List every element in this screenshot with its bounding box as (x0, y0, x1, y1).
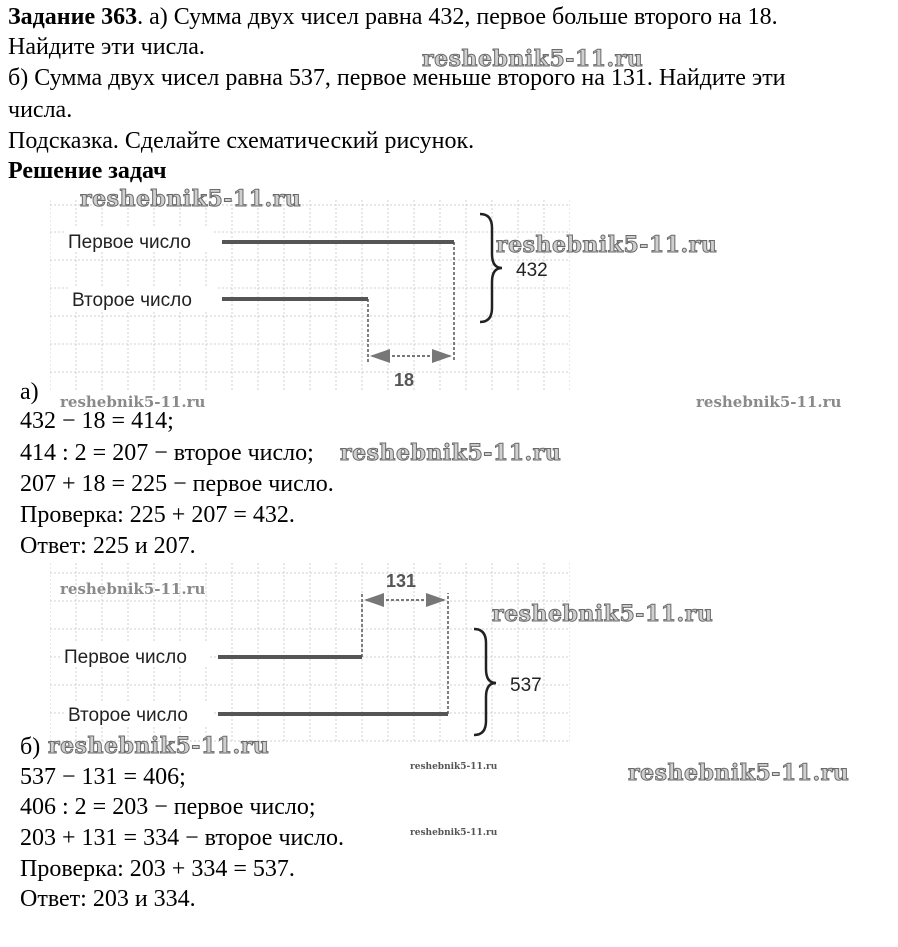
part-b-step-2: 406 : 2 = 203 − первое число; (20, 794, 316, 820)
part-a-step-2: 414 : 2 = 207 − второе число; (20, 440, 314, 466)
watermark: reshebnik5-11.ru (60, 580, 206, 598)
task-line-3: б) Сумма двух чисел равна 537, первое меньше второго на 131. Найдите эти (8, 65, 786, 91)
watermark: reshebnik5-11.ru (48, 733, 270, 759)
part-b-marker: б) (20, 734, 41, 760)
part-a-answer: Ответ: 225 и 207. (20, 533, 196, 559)
watermark: reshebnik5-11.ru (496, 232, 718, 258)
diagram-b-brace (474, 629, 496, 735)
watermark: reshebnik5-11.ru (60, 393, 206, 411)
part-b-check: Проверка: 203 + 334 = 537. (20, 856, 295, 882)
diagram-a-first-label: Первое число (68, 232, 191, 253)
diagram-b-sum-label: 537 (510, 675, 542, 696)
part-a-marker: а) (20, 379, 39, 405)
part-a-step-3: 207 + 18 = 225 − первое число. (20, 471, 334, 497)
diagram-b (50, 563, 570, 743)
watermark: reshebnik5-11.ru (422, 46, 644, 72)
task-part-a-text: . а) Сумма двух чисел равна 432, первое больше второго на 18. (137, 4, 778, 30)
task-hint: Подсказка. Сделайте схематический рисунок. (8, 128, 475, 154)
part-b-answer: Ответ: 203 и 334. (20, 886, 196, 912)
diagram-a (50, 200, 570, 390)
watermark: reshebnik5-11.ru (410, 828, 498, 838)
watermark: reshebnik5-11.ru (492, 601, 714, 627)
task-line-1 (8, 2, 778, 32)
task-label: Задание 363 (8, 4, 138, 30)
watermark: reshebnik5-11.ru (696, 393, 842, 411)
diagram-a-sum-label: 432 (516, 260, 548, 281)
watermark: reshebnik5-11.ru (80, 186, 302, 212)
watermark: reshebnik5-11.ru (410, 762, 498, 772)
task-line-2: Найдите эти числа. (8, 34, 205, 60)
diagram-a-diff-label: 18 (394, 370, 415, 390)
diagram-b-diff-label: 131 (386, 571, 417, 591)
diagram-a-second-label: Второе число (72, 290, 192, 311)
solution-heading: Решение задач (8, 158, 167, 184)
task-line-4: числа. (8, 97, 73, 123)
part-a-check: Проверка: 225 + 207 = 432. (20, 502, 295, 528)
part-b-step-3: 203 + 131 = 334 − второе число. (20, 825, 344, 851)
watermark: reshebnik5-11.ru (340, 440, 562, 466)
diagram-b-second-label: Второе число (68, 705, 188, 726)
diagram-a-brace (480, 214, 502, 322)
part-b-step-1: 537 − 131 = 406; (20, 764, 186, 790)
part-a-step-1: 432 − 18 = 414; (20, 408, 174, 434)
watermark: reshebnik5-11.ru (628, 760, 850, 786)
diagram-b-first-label: Первое число (64, 647, 187, 668)
